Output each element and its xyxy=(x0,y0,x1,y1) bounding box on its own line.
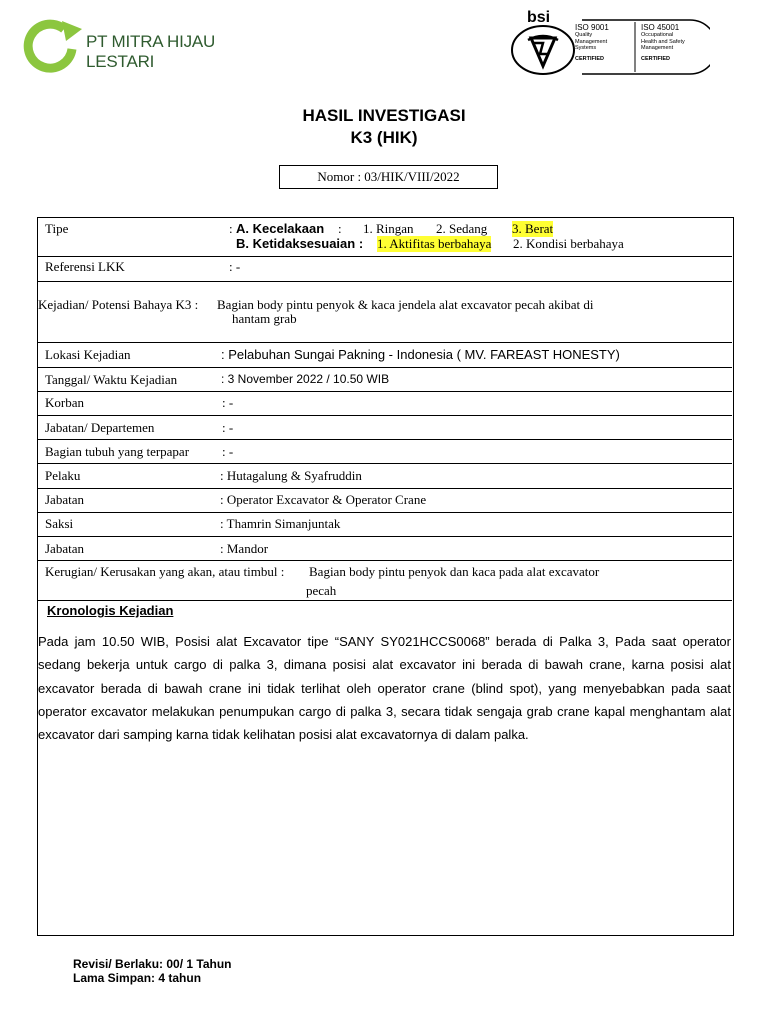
company-logo-mark-icon xyxy=(20,19,82,73)
company-name: PT MITRA HIJAU LESTARI xyxy=(86,32,216,71)
footer-revisi: Revisi/ Berlaku: 00/ 1 Tahun xyxy=(73,957,232,971)
iso-9001-status: CERTIFIED xyxy=(575,55,605,62)
tanggal-value: : 3 November 2022 / 10.50 WIB xyxy=(221,372,390,386)
tipe-b-option-kondisi: 2. Kondisi berbahaya xyxy=(513,236,624,251)
tipe-label: Tipe xyxy=(45,221,69,236)
document-title: HASIL INVESTIGASI xyxy=(302,106,466,125)
referensi-value: : - xyxy=(229,259,241,274)
tipe-a-option-sedang: 2. Sedang xyxy=(436,221,488,236)
saksi-value: : Thamrin Simanjuntak xyxy=(220,516,341,531)
korban-label: Korban xyxy=(45,395,84,410)
iso-9001-line: Systems xyxy=(575,45,597,51)
row-divider xyxy=(38,439,732,440)
korban-value: : - xyxy=(222,395,234,410)
kronologis-text: Pada jam 10.50 WIB, Posisi alat Excavator tipe “SANY SY021HCCS0068” berada di Palka 3, Pada saat operator sedang bekerja untuk cargo di palka 3, dimana posisi alat excavator ini berada di bawah crane, karna posisi alat excavator berada di bawah crane ini tidak terlihat oleh operator crane (blind spot), yang menyebabkan pada saat operator excavator melakukan penumpukan cargo di palka 3, secara tidak sengaja grab crane kapal menghantam alat excavator dari samping karna tidak kelihatan posisi alat excavatornya di dalam palka. xyxy=(38,634,731,743)
iso-45001-line: Occupational xyxy=(641,32,674,38)
iso-45001-line: Management xyxy=(641,45,674,51)
jabatan-saksi-label: Jabatan xyxy=(45,541,84,556)
jabatan-departemen-label: Jabatan/ Departemen xyxy=(45,420,155,435)
lokasi-label: Lokasi Kejadian xyxy=(45,347,131,362)
pelaku-value: : Hutagalung & Syafruddin xyxy=(220,468,362,483)
kerugian-label: Kerugian/ Kerusakan yang akan, atau timbul : xyxy=(45,564,285,579)
row-divider xyxy=(38,463,732,464)
row-divider xyxy=(38,512,732,513)
row-divider xyxy=(38,488,732,489)
tanggal-label: Tanggal/ Waktu Kejadian xyxy=(45,372,178,387)
lokasi-value: : Pelabuhan Sungai Pakning - Indonesia ( MV. FAREAST HONESTY) xyxy=(221,347,620,362)
iso-45001-title: ISO 45001 xyxy=(641,23,680,32)
jabatan-departemen-value: : - xyxy=(222,420,234,435)
jabatan-saksi-value: : Mandor xyxy=(220,541,269,556)
bsi-logo: bsi xyxy=(527,9,551,26)
company-logo xyxy=(20,19,280,73)
saksi-label: Saksi xyxy=(45,516,74,531)
row-divider xyxy=(38,281,732,282)
iso-9001-title: ISO 9001 xyxy=(575,23,609,32)
row-divider xyxy=(38,560,732,561)
tipe-a-label: A. Kecelakaan xyxy=(236,221,325,236)
document-subtitle: K3 (HIK) xyxy=(350,128,418,147)
bagian-tubuh-label: Bagian tubuh yang terpapar xyxy=(45,444,190,459)
row-divider xyxy=(38,256,732,257)
kerugian-value-line1: Bagian body pintu penyok dan kaca pada alat excavator xyxy=(309,564,600,579)
kejadian-value-line2: hantam grab xyxy=(232,311,297,326)
iso-45001-line: Health and Safety xyxy=(641,38,685,45)
jabatan-pelaku-value: : Operator Excavator & Operator Crane xyxy=(220,492,427,507)
tipe-a-separator: : xyxy=(338,221,342,236)
document-number: Nomor : 03/HIK/VIII/2022 xyxy=(279,165,498,189)
kejadian-label: Kejadian/ Potensi Bahaya K3 : xyxy=(38,297,199,312)
footer-lama-simpan: Lama Simpan: 4 tahun xyxy=(73,971,202,985)
iso-45001-status: CERTIFIED xyxy=(641,55,671,62)
row-divider xyxy=(38,415,732,416)
kejadian-value-line1: Bagian body pintu penyok & kaca jendela alat excavator pecah akibat di xyxy=(217,297,594,312)
row-divider xyxy=(38,367,732,368)
row-divider xyxy=(38,391,732,392)
row-divider xyxy=(38,600,732,601)
kronologis-heading: Kronologis Kejadian xyxy=(47,603,174,618)
iso-45001-mark xyxy=(641,23,705,62)
bagian-tubuh-value: : - xyxy=(222,444,234,459)
referensi-label: Referensi LKK xyxy=(45,259,125,274)
row-divider xyxy=(38,342,732,343)
pelaku-label: Pelaku xyxy=(45,468,81,483)
tipe-b-label: B. Ketidaksesuaian : xyxy=(236,236,364,251)
kerugian-value-line2: pecah xyxy=(306,583,337,598)
tipe-a-option-berat: 3. Berat xyxy=(512,221,554,236)
row-divider xyxy=(38,536,732,537)
tipe-a-prefix: : xyxy=(229,221,233,236)
tipe-a-option-ringan: 1. Ringan xyxy=(363,221,414,236)
certification-badge xyxy=(510,10,710,76)
iso-9001-line: Management xyxy=(575,38,608,45)
tipe-b-option-aktifitas: 1. Aktifitas berbahaya xyxy=(377,236,492,251)
iso-9001-line: Quality xyxy=(575,32,593,38)
jabatan-pelaku-label: Jabatan xyxy=(45,492,84,507)
iso-9001-mark xyxy=(575,23,635,62)
